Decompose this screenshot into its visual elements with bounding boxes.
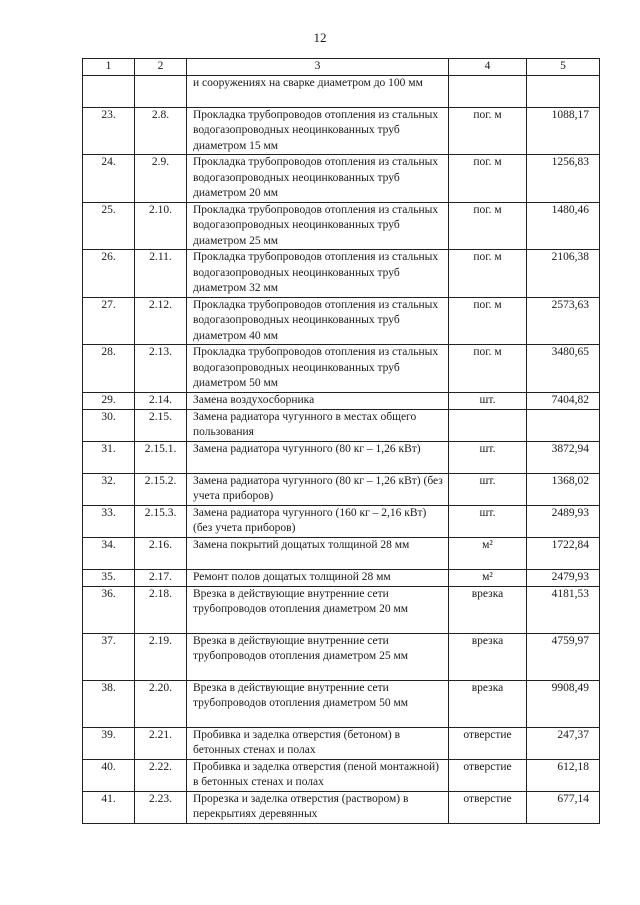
unit-of-measure: отверстие [449, 727, 527, 759]
price-value: 3480,65 [527, 345, 600, 393]
item-code: 2.15.3. [135, 505, 187, 537]
work-description: Врезка в действующие внутренние сети трубопроводов отопления диаметром 25 мм [187, 633, 449, 680]
row-number: 35. [83, 569, 135, 586]
work-description: Врезка в действующие внутренние сети трубопроводов отопления диаметром 50 мм [187, 680, 449, 727]
row-number: 37. [83, 633, 135, 680]
unit-of-measure: шт. [449, 392, 527, 409]
work-description: Прокладка трубопроводов отопления из стальных водогазопроводных неоцинкованных труб диаметром 20 мм [187, 155, 449, 203]
work-description: Прокладка трубопроводов отопления из стальных водогазопроводных неоцинкованных труб диаметром 40 мм [187, 297, 449, 345]
item-code: 2.8. [135, 107, 187, 155]
table-row [83, 155, 600, 203]
table-header-row [83, 59, 600, 76]
price-value: 1368,02 [527, 473, 600, 505]
price-value: 7404,82 [527, 392, 600, 409]
price-value: 1722,84 [527, 537, 600, 569]
unit-of-measure [449, 409, 527, 441]
row-number: 36. [83, 586, 135, 633]
item-code: 2.14. [135, 392, 187, 409]
table-row [83, 569, 600, 586]
item-code: 2.12. [135, 297, 187, 345]
row-number: 28. [83, 345, 135, 393]
unit-of-measure: шт. [449, 473, 527, 505]
row-number: 39. [83, 727, 135, 759]
price-value: 9908,49 [527, 680, 600, 727]
work-description: Ремонт полов дощатых толщиной 28 мм [187, 569, 449, 586]
item-code: 2.23. [135, 791, 187, 823]
price-value: 4181,53 [527, 586, 600, 633]
unit-of-measure: м² [449, 569, 527, 586]
unit-of-measure: шт. [449, 505, 527, 537]
row-number: 32. [83, 473, 135, 505]
work-description: Замена радиатора чугунного (80 кг – 1,26 кВт) [187, 441, 449, 473]
row-number: 34. [83, 537, 135, 569]
work-description: Прорезка и заделка отверстия (раствором) в перекрытиях деревянных [187, 791, 449, 823]
work-description: Пробивка и заделка отверстия (пеной монтажной) в бетонных стенах и полах [187, 759, 449, 791]
table-row [83, 107, 600, 155]
row-number: 26. [83, 250, 135, 298]
unit-of-measure: врезка [449, 680, 527, 727]
table-row [83, 75, 600, 107]
price-value: 247,37 [527, 727, 600, 759]
price-value: 1256,83 [527, 155, 600, 203]
item-code: 2.19. [135, 633, 187, 680]
price-value: 2573,63 [527, 297, 600, 345]
price-value: 3872,94 [527, 441, 600, 473]
table-row [83, 791, 600, 823]
item-code: 2.17. [135, 569, 187, 586]
table-row [83, 586, 600, 633]
table-row [83, 473, 600, 505]
work-description: Замена радиатора чугунного (80 кг – 1,26 кВт) (без учета приборов) [187, 473, 449, 505]
column-header: 4 [449, 59, 527, 76]
table-row [83, 345, 600, 393]
unit-of-measure: пог. м [449, 250, 527, 298]
work-description: Врезка в действующие внутренние сети трубопроводов отопления диаметром 20 мм [187, 586, 449, 633]
work-description: Замена радиатора чугунного в местах общего пользования [187, 409, 449, 441]
work-description: Прокладка трубопроводов отопления из стальных водогазопроводных неоцинкованных труб диаметром 15 мм [187, 107, 449, 155]
row-number: 29. [83, 392, 135, 409]
price-value: 1480,46 [527, 202, 600, 250]
price-value [527, 409, 600, 441]
item-code: 2.15. [135, 409, 187, 441]
work-description: Прокладка трубопроводов отопления из стальных водогазопроводных неоцинкованных труб диаметром 50 мм [187, 345, 449, 393]
column-header: 3 [187, 59, 449, 76]
unit-of-measure: пог. м [449, 107, 527, 155]
page-number: 12 [313, 30, 327, 45]
item-code: 2.15.1. [135, 441, 187, 473]
table-row [83, 759, 600, 791]
unit-of-measure: отверстие [449, 791, 527, 823]
unit-of-measure: шт. [449, 441, 527, 473]
column-header: 2 [135, 59, 187, 76]
price-value: 677,14 [527, 791, 600, 823]
table-row [83, 633, 600, 680]
item-code: 2.11. [135, 250, 187, 298]
table-row [83, 537, 600, 569]
table-row [83, 202, 600, 250]
item-code: 2.16. [135, 537, 187, 569]
row-number: 24. [83, 155, 135, 203]
row-number: 41. [83, 791, 135, 823]
item-code: 2.10. [135, 202, 187, 250]
table-row [83, 727, 600, 759]
item-code: 2.9. [135, 155, 187, 203]
table-row [83, 392, 600, 409]
work-description: Прокладка трубопроводов отопления из стальных водогазопроводных неоцинкованных труб диаметром 32 мм [187, 250, 449, 298]
price-value: 612,18 [527, 759, 600, 791]
unit-of-measure: пог. м [449, 202, 527, 250]
work-description: Замена радиатора чугунного (160 кг – 2,16 кВт) (без учета приборов) [187, 505, 449, 537]
work-description: Прокладка трубопроводов отопления из стальных водогазопроводных неоцинкованных труб диаметром 25 мм [187, 202, 449, 250]
row-number: 33. [83, 505, 135, 537]
price-table [82, 58, 600, 824]
unit-of-measure: врезка [449, 586, 527, 633]
unit-of-measure: пог. м [449, 297, 527, 345]
item-code: 2.22. [135, 759, 187, 791]
table-row [83, 297, 600, 345]
item-code: 2.21. [135, 727, 187, 759]
table-row [83, 680, 600, 727]
price-value: 4759,97 [527, 633, 600, 680]
item-code: 2.20. [135, 680, 187, 727]
column-header: 5 [527, 59, 600, 76]
item-code [135, 75, 187, 107]
row-number: 23. [83, 107, 135, 155]
unit-of-measure: м² [449, 537, 527, 569]
table-row [83, 250, 600, 298]
table-row [83, 409, 600, 441]
unit-of-measure: пог. м [449, 155, 527, 203]
column-header: 1 [83, 59, 135, 76]
price-value: 2106,38 [527, 250, 600, 298]
work-description: Пробивка и заделка отверстия (бетоном) в бетонных стенах и полах [187, 727, 449, 759]
item-code: 2.13. [135, 345, 187, 393]
table-row [83, 441, 600, 473]
row-number: 30. [83, 409, 135, 441]
item-code: 2.15.2. [135, 473, 187, 505]
row-number: 38. [83, 680, 135, 727]
row-number: 31. [83, 441, 135, 473]
row-number [83, 75, 135, 107]
price-value: 2479,93 [527, 569, 600, 586]
price-value [527, 75, 600, 107]
work-description: Замена покрытий дощатых толщиной 28 мм [187, 537, 449, 569]
price-value: 1088,17 [527, 107, 600, 155]
row-number: 27. [83, 297, 135, 345]
work-description: Замена воздухосборника [187, 392, 449, 409]
row-number: 25. [83, 202, 135, 250]
unit-of-measure: пог. м [449, 345, 527, 393]
price-value: 2489,93 [527, 505, 600, 537]
unit-of-measure: врезка [449, 633, 527, 680]
row-number: 40. [83, 759, 135, 791]
unit-of-measure: отверстие [449, 759, 527, 791]
table-row [83, 505, 600, 537]
unit-of-measure [449, 75, 527, 107]
item-code: 2.18. [135, 586, 187, 633]
work-description: и сооружениях на сварке диаметром до 100 мм [187, 75, 449, 107]
